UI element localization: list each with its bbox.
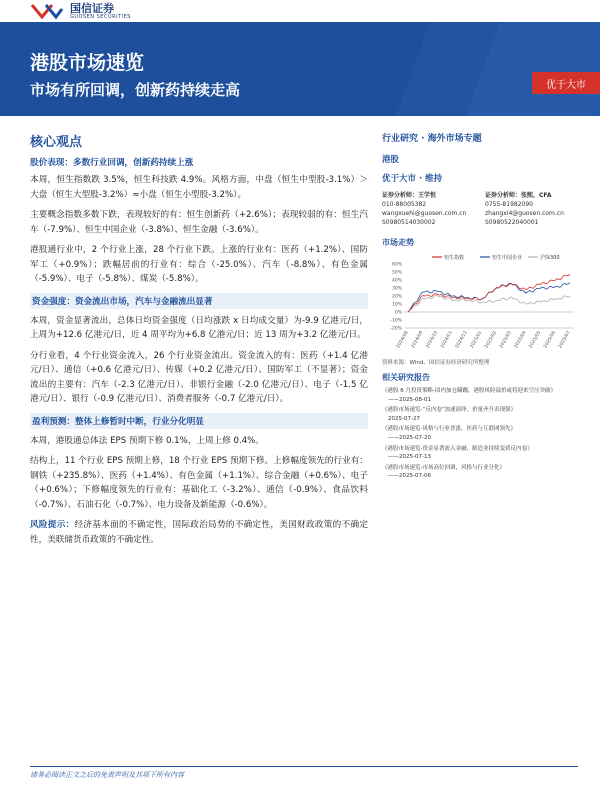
analyst-role: 证券分析师： xyxy=(382,192,419,199)
analyst-phone: 0755-81982090 xyxy=(485,201,533,208)
market-chart xyxy=(382,252,578,356)
y-tick-label: 30% xyxy=(391,286,402,292)
y-tick-label: 40% xyxy=(391,278,402,284)
x-tick-label: 2025/07 xyxy=(558,330,572,350)
highlight-price: 股价表现：多数行业回调，创新药持续上涨 xyxy=(30,158,194,168)
chart-svg xyxy=(382,252,578,356)
x-tick-label: 2025/03 xyxy=(499,330,513,350)
x-tick-label: 2024/11 xyxy=(440,330,454,350)
series-line xyxy=(408,274,570,312)
analysts xyxy=(382,191,578,227)
x-tick-label: 2024/12 xyxy=(454,330,469,350)
logo-cn: 国信证券 xyxy=(70,1,114,15)
y-tick-label: 10% xyxy=(391,302,402,308)
rating-badge: 优于大市 xyxy=(532,72,600,94)
analyst-license: S0980514030002 xyxy=(382,219,436,226)
series-line xyxy=(408,295,570,312)
report-title[interactable]: 《港股 6 月投资策略-国内加仓蹒跚，港股风险溢价或将迎来空压突破》 xyxy=(382,388,556,394)
sidebar xyxy=(382,131,578,483)
analyst-email[interactable]: wangxuehi@guosen.com.cn xyxy=(382,210,467,217)
paragraph: 结构上，11 个行业 EPS 预期上修，18 个行业 EPS 预期下修。上修幅度领先的行业有：钢铁（+235.8%）、医药（+1.4%）、有色金属（+1.1%）、综合金融（+0.6%）、电子（+0.6%）；下修幅度领先的行业有：基础化工（-3.2%）、通信（-0.9%）、食品饮料（-0.7%）、石油石化（-0.7%）、电力设备及新能源（-0.6%）。 xyxy=(30,456,368,510)
paragraph: 本周，港股通总体法 EPS 预期下修 0.1%，上周上修 0.4%。 xyxy=(30,435,264,446)
y-tick-label: -10% xyxy=(390,318,402,324)
report-date: ——2025-08-01 xyxy=(388,396,431,403)
reports-title: 相关研究报告 xyxy=(382,373,430,382)
rating-line: 优于大市 · 维持 xyxy=(382,174,443,184)
report-date: ——2025-07-06 xyxy=(388,473,431,480)
report-item[interactable] xyxy=(382,464,578,481)
report-category: 行业研究 · 海外市场专题 xyxy=(382,134,482,144)
x-tick-label: 2024/09 xyxy=(410,330,425,350)
footer-disclaimer: 请务必阅读正文之后的免责声明及其项下所有内容 xyxy=(30,771,184,779)
main-content xyxy=(30,131,368,553)
paragraph: 分行业看，4 个行业资金流入，26 个行业资金流出。资金流入的有：医药（+1.4 亿港元/日）、通信（+0.6 亿港元/日）、传媒（+0.2 亿港元/日）、国防军工（不显著）；资金流出的主要有：汽车（-2.3 亿港元/日）、非银行金融（-2.0 亿港元/日）、电子（-1.5 亿港元/日）、银行（-0.9 亿港元/日）、消费者服务（-0.7 亿港元/日）。 xyxy=(30,350,368,404)
paragraph: 港股通行业中，2 个行业上涨，28 个行业下跌。上涨的行业有：医药（+1.2%）、国防军工（+0.9%）；跌幅居前的行业有：综合（-25.0%）、汽车（-8.8%）、有色金属（-5.9%）、电子（-5.8%）、煤炭（-5.8%）。 xyxy=(30,245,368,284)
logo-en: GUOSEN SECURITIES xyxy=(70,13,131,20)
page-title: 港股市场速览 xyxy=(30,52,145,74)
chart-source: 资料来源：Wind、国信证券经济研究所整理 xyxy=(382,360,490,366)
paragraph: 主要概念指数多数下跌，表现较好的有：恒生创新药（+2.6%）；表现较弱的有：恒生汽车（-7.9%）、恒生中国企业（-3.8%）、恒生金融（-3.6%）。 xyxy=(30,210,368,235)
y-tick-label: 60% xyxy=(391,262,402,268)
x-tick-label: 2025/04 xyxy=(513,330,528,350)
report-title[interactable]: 《港股市场速览-风格与行业普涨，医药与互联网领先》 xyxy=(382,426,516,433)
analyst-email[interactable]: zhangxi4@guosen.com.cn xyxy=(485,210,564,217)
analyst-phone: 010-88005382 xyxy=(382,201,427,208)
analyst-role: 证券分析师： xyxy=(485,192,522,199)
risk-text: 经济基本面的不确定性，国际政治局势的不确定性，美国财政政策的不确定性，美联储货币政策的不确定性。 xyxy=(30,520,368,545)
analyst-license: S0980522040001 xyxy=(485,219,539,226)
x-tick-label: 2024/10 xyxy=(425,330,440,350)
highlight-funds: 资金强度：资金流出市场，汽车与金融流出显著 xyxy=(30,293,368,309)
y-tick-label: 0% xyxy=(394,310,402,316)
paragraph: 本周，资金显著流出，总体日均资金强度（日均涨跌 x 日均成交量）为-9.9 亿港元/日，上周为+12.6 亿港元/日，近 4 周平均为+6.8 亿港元/日；近 13 周为+3.2 亿港元/日。 xyxy=(30,315,368,340)
analyst-name: 张熙，CFA xyxy=(521,192,552,199)
report-title[interactable]: 《港股市场速览-资金显著流入金融，制造业持续变质反内卷》 xyxy=(382,445,533,452)
x-tick-label: 2025/06 xyxy=(543,330,558,350)
x-tick-label: 2025/02 xyxy=(484,330,499,350)
x-tick-label: 2025/05 xyxy=(528,330,543,350)
x-tick-label: 2025/01 xyxy=(469,330,484,350)
report-item[interactable] xyxy=(382,387,578,404)
logo xyxy=(30,0,131,22)
analyst-name: 王学恒 xyxy=(418,192,437,199)
series-line xyxy=(408,283,570,312)
y-tick-label: 20% xyxy=(391,294,402,300)
report-title[interactable]: 《港股市场速览-市场高位回调，风格与行业分化》 xyxy=(382,464,505,471)
legend-label: 沪深300 xyxy=(540,255,560,261)
x-tick-label: 2024/08 xyxy=(396,330,410,350)
reports-list xyxy=(382,387,578,481)
chart-title: 市场走势 xyxy=(382,238,414,247)
report-date: ——2025-07-13 xyxy=(388,454,431,461)
title-banner xyxy=(0,22,600,116)
report-title[interactable]: 《港股市场速览-“反内卷”加速演绎，价量齐升表现强》 xyxy=(382,407,517,414)
legend-label: 恒生中国企业 xyxy=(492,255,523,261)
y-tick-label: -20% xyxy=(390,326,402,332)
report-item[interactable] xyxy=(382,425,578,442)
risk-label: 风险提示： xyxy=(30,520,75,530)
legend-label: 恒生指数 xyxy=(444,255,465,261)
report-item[interactable] xyxy=(382,445,578,462)
footer-divider xyxy=(30,766,578,767)
report-date: 2025-07-27 xyxy=(388,415,420,422)
risk-paragraph xyxy=(30,518,368,547)
logo-mark-icon xyxy=(30,3,64,19)
y-tick-label: 50% xyxy=(391,270,402,276)
highlight-earnings: 盈利预测：整体上修暂时中断，行业分化明显 xyxy=(30,413,368,429)
report-item[interactable] xyxy=(382,406,578,423)
page-subtitle: 市场有所回调，创新药持续走高 xyxy=(30,81,241,99)
report-date: ——2025-07-20 xyxy=(388,434,431,441)
report-region: 港股 xyxy=(382,155,400,165)
paragraph: 本周，恒生指数跌 3.5%，恒生科技跌 4.9%。风格方面，中盘（恒生中型股-3.1%）＞大盘（恒生大型股-3.2%）≈小盘（恒生小型股-3.2%）。 xyxy=(30,175,368,200)
analyst-card xyxy=(382,191,475,227)
analyst-card xyxy=(485,191,578,227)
section-title: 核心观点 xyxy=(30,135,83,150)
